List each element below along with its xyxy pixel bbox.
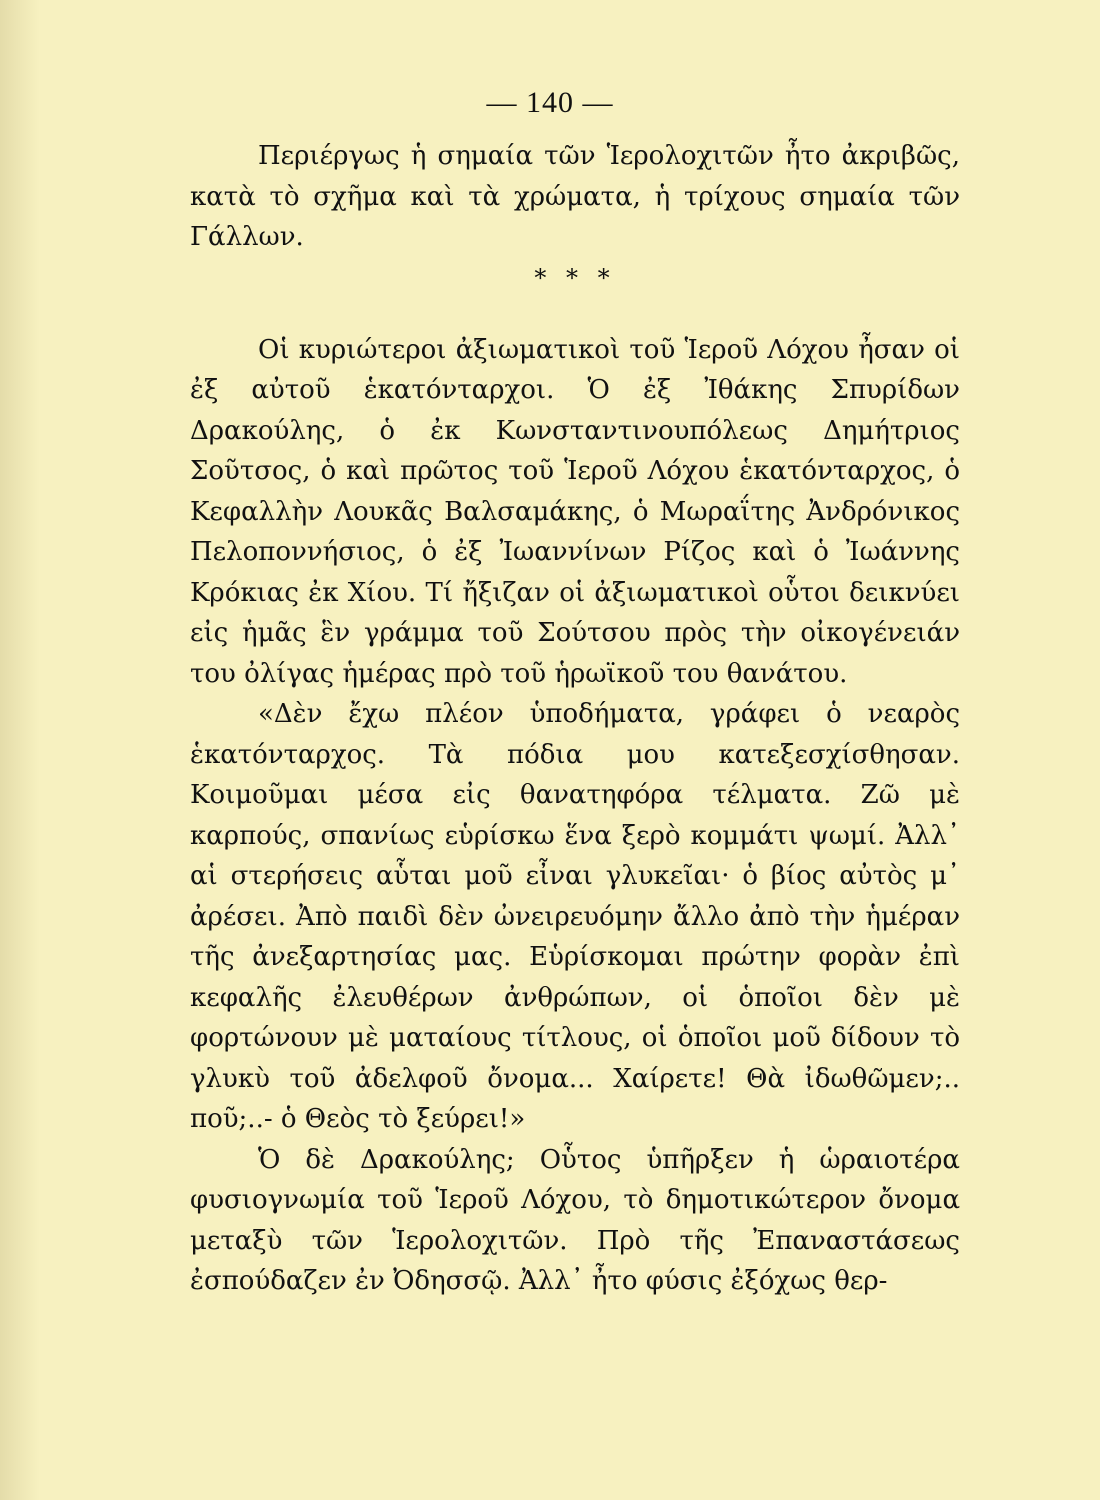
paragraph-flag: Περιέργως ἡ σημαία τῶν Ἱερολοχιτῶν ἦτο ἀκριβῶς, κατὰ τὸ σχῆμα καὶ τὰ χρώματα, ἡ τρίχους σημαία τῶν Γάλλων. (190, 141, 960, 252)
paragraph-officers: Οἱ κυριώτεροι ἀξιωματικοὶ τοῦ Ἱεροῦ Λόχου ἦσαν οἱ ἐξ αὐτοῦ ἑκατόνταρχοι. Ὁ ἐξ Ἰθάκης Σπυρίδων Δρακούλης, ὁ ἐκ Κωνσταντινουπόλεως Δημήτριος Σοῦτσος, ὁ καὶ πρῶτος τοῦ Ἱεροῦ Λόχου ἑκατόνταρχος, ὁ Κεφαλλὴν Λουκᾶς Βαλσαμάκης, ὁ Μωραΐτης Ἀνδρόνικος Πελοποννήσιος, ὁ ἐξ Ἰωαννίνων Ρίζος καὶ ὁ Ἰωάννης Κρόκιας ἐκ Χίου. Τί ἤξιζαν οἱ ἀξιωματικοὶ οὗτοι δεικνύει εἰς ἡμᾶς ἓν γράμμα τοῦ Σούτσου πρὸς τὴν οἰκογένειάν του ὀλίγας ἡμέρας πρὸ τοῦ ἡρωϊκοῦ του θανάτου. (190, 334, 960, 689)
paragraph-letter-quote: «Δὲν ἔχω πλέον ὑποδήματα, γράφει ὁ νεαρὸς ἑκατόνταρχος. Τὰ πόδια μου κατεξεσχίσθησαν. Κοιμοῦμαι μέσα εἰς θανατηφόρα τέλματα. Ζῶ μὲ καρπούς, σπανίως εὑρίσκω ἕνα ξερὸ κομμάτι ψωμί. Ἀλλ᾽ αἱ στερήσεις αὗται μοῦ εἶναι γλυκεῖαι· ὁ βίος αὐτὸς μ᾽ ἀρέσει. Ἀπὸ παιδὶ δὲν ὠνειρευόμην ἄλλο ἀπὸ τὴν ἡμέραν τῆς ἀνεξαρτησίας μας. Εὑρίσκομαι πρώτην φορὰν ἐπὶ κεφαλῆς ἐλευθέρων ἀνθρώπων, οἱ ὁποῖοι δὲν μὲ φορτώνουν μὲ ματαίους τίτλους, οἱ ὁποῖοι μοῦ δίδουν τὸ γλυκὺ τοῦ ἀδελφοῦ ὄνομα... Χαίρετε! Θὰ ἰδωθῶμεν;.. ποῦ;..- ὁ Θεὸς τὸ ξεύρει!» (190, 699, 960, 1134)
page-number: — 140 — (486, 86, 614, 119)
body-text (190, 136, 960, 1302)
section-separator: * * * (534, 263, 616, 292)
page-edge-shadow (0, 0, 40, 1500)
paragraph-drakoulis: Ὁ δὲ Δρακούλης; Οὗτος ὑπῆρξεν ἡ ὡραιοτέρα φυσιογνωμία τοῦ Ἱεροῦ Λόχου, τὸ δημοτικώτερον ὄνομα μεταξὺ τῶν Ἱερολοχιτῶν. Πρὸ τῆς Ἐπαναστάσεως ἐσπούδαζεν ἐν Ὀδησσῷ. Ἀλλ᾽ ἦτο φύσις ἐξόχως θερ- (190, 1144, 960, 1296)
